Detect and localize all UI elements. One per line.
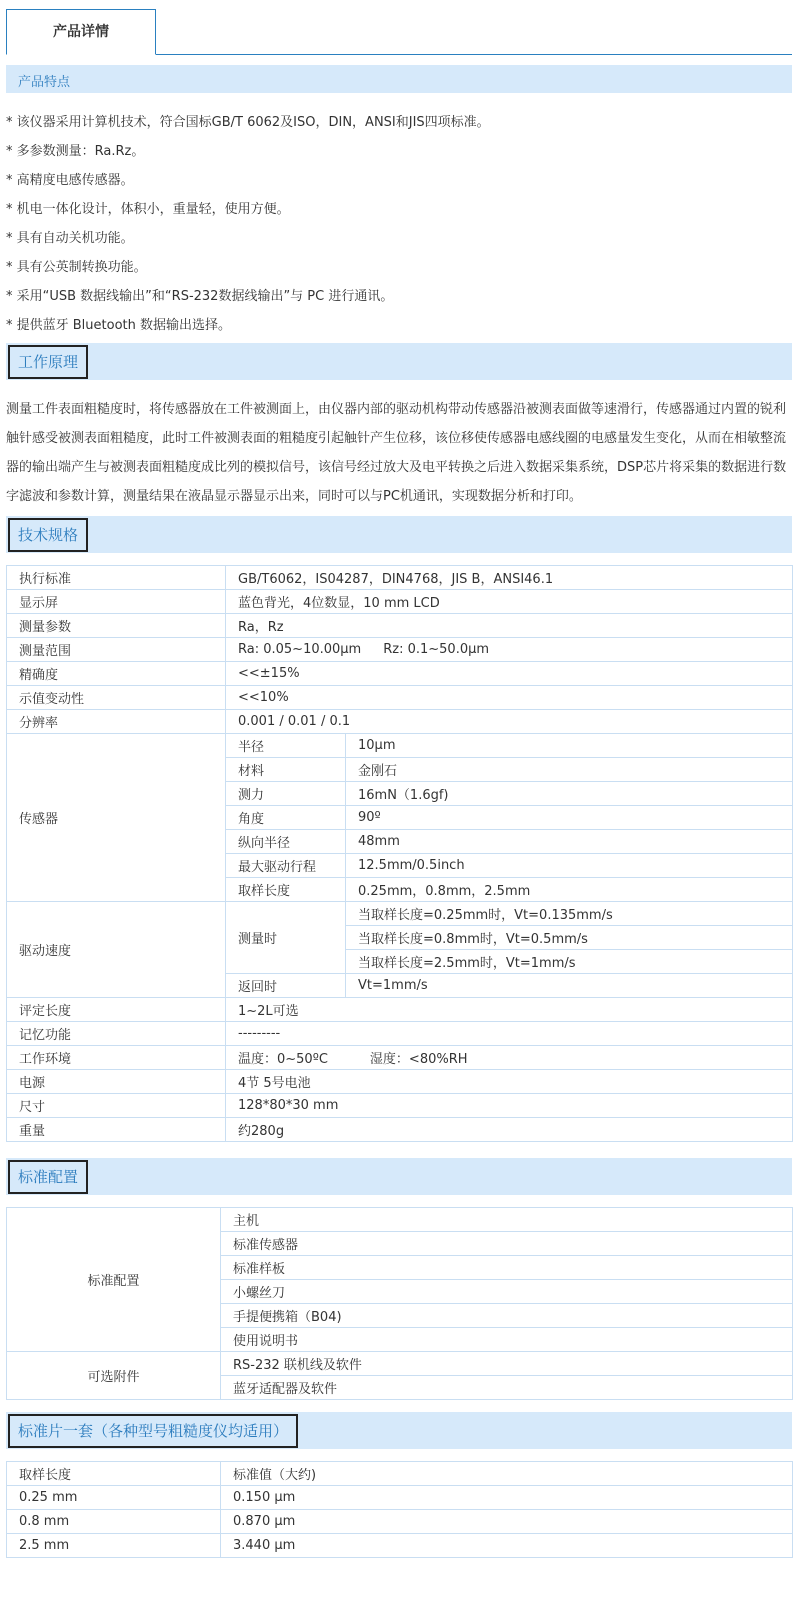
features-list (6, 108, 792, 340)
sensor-key: 纵向半径 (226, 830, 346, 854)
table-row (7, 1462, 793, 1486)
tab-product-details[interactable]: 产品详情 (6, 9, 156, 55)
features-title: 产品特点 (18, 75, 71, 90)
sensor-key: 取样长度 (226, 878, 346, 902)
reference-cell: 0.8 mm (7, 1510, 221, 1534)
drive-measure-value: 当取样长度=0.25mm时，Vt=0.135mm/s (346, 902, 793, 926)
spec-value: <<±15% (226, 662, 793, 686)
spec-label: 记忆功能 (7, 1022, 226, 1046)
reference-header-cell: 标准值（大约) (221, 1462, 793, 1486)
spec-label: 测量范围 (7, 638, 226, 662)
spec-value (226, 1046, 793, 1070)
reference-header-cell: 取样长度 (7, 1462, 221, 1486)
feature-item: * 具有自动关机功能。 (6, 231, 134, 246)
drive-measure-value: 当取样长度=0.8mm时，Vt=0.5mm/s (346, 926, 793, 950)
feature-item: * 采用“USB 数据线输出”和“RS-232数据线输出”与 PC 进行通讯。 (6, 289, 394, 304)
env-humidity: 湿度：<80%RH (369, 1052, 468, 1067)
drive-return-label: 返回时 (226, 974, 346, 998)
features-header (6, 65, 792, 93)
sensor-key: 材料 (226, 758, 346, 782)
spec-label: 评定长度 (7, 998, 226, 1022)
table-row (7, 710, 793, 734)
config-item: 小螺丝刀 (221, 1280, 793, 1304)
drive-measure-label: 测量时 (226, 902, 346, 974)
spec-label: 分辨率 (7, 710, 226, 734)
table-row (7, 734, 793, 758)
sensor-value: 16mN（1.6gf) (346, 782, 793, 806)
config-item: 标准样板 (221, 1256, 793, 1280)
spec-header (6, 516, 792, 553)
spec-label: 示值变动性 (7, 686, 226, 710)
principle-title: 工作原理 (8, 345, 88, 379)
spec-value: 4节 5号电池 (226, 1070, 793, 1094)
env-temp: 温度：0~50ºC (238, 1052, 328, 1067)
sensor-value: 90º (346, 806, 793, 830)
spec-value: GB/T6062，IS04287，DIN4768，JIS B，ANSI46.1 (226, 566, 793, 590)
feature-item: * 高精度电感传感器。 (6, 173, 134, 188)
reference-cell: 0.870 μm (221, 1510, 793, 1534)
config-item: 标准传感器 (221, 1232, 793, 1256)
spec-value: <<10% (226, 686, 793, 710)
sensor-key: 最大驱动行程 (226, 854, 346, 878)
config-item: 使用说明书 (221, 1328, 793, 1352)
table-row (7, 1070, 793, 1094)
drive-label: 驱动速度 (7, 902, 226, 998)
sensor-value: 10μm (346, 734, 793, 758)
config-standard-label: 标准配置 (7, 1208, 221, 1352)
table-row (7, 686, 793, 710)
sensor-value: 金刚石 (346, 758, 793, 782)
feature-item: * 提供蓝牙 Bluetooth 数据输出选择。 (6, 318, 232, 333)
spec-value: Ra，Rz (226, 614, 793, 638)
table-row (7, 1046, 793, 1070)
sensor-key: 半径 (226, 734, 346, 758)
range-rz: Rz: 0.1~50.0μm (383, 642, 490, 657)
config-title: 标准配置 (8, 1160, 88, 1194)
sensor-key: 角度 (226, 806, 346, 830)
table-row (7, 1534, 793, 1558)
spec-label: 工作环境 (7, 1046, 226, 1070)
table-row (7, 998, 793, 1022)
spec-label: 执行标准 (7, 566, 226, 590)
table-row (7, 566, 793, 590)
config-item: RS-232 联机线及软件 (221, 1352, 793, 1376)
config-item: 主机 (221, 1208, 793, 1232)
reference-cell: 0.25 mm (7, 1486, 221, 1510)
reference-cell: 0.150 μm (221, 1486, 793, 1510)
spec-label: 精确度 (7, 662, 226, 686)
spec-value: 128*80*30 mm (226, 1094, 793, 1118)
table-row (7, 902, 793, 926)
principle-text: 测量工件表面粗糙度时，将传感器放在工件被测面上，由仪器内部的驱动机构带动传感器沿被测表面做等速滑行，传感器通过内置的锐利触针感受被测表面粗糙度，此时工件被测表面的粗糙度引起触针产生位移，该位移使传感器电感线圈的电感量发生变化，从而在相敏整流器的输出端产生与被测表面粗糙度成比列的模拟信号，该信号经过放大及电平转换之后进入数据采集系统，DSP芯片将采集的数据进行数字滤波和参数计算，测量结果在液晶显示器显示出来，同时可以与PC机通讯，实现数据分析和打印。 (6, 402, 787, 504)
feature-item: * 该仪器采用计算机技术，符合国标GB/T 6062及ISO，DIN，ANSI和JIS四项标准。 (6, 115, 490, 130)
table-row (7, 590, 793, 614)
spec-table (6, 565, 793, 1142)
table-row (7, 638, 793, 662)
spec-label: 测量参数 (7, 614, 226, 638)
drive-return-value: Vt=1mm/s (346, 974, 793, 998)
sensor-label: 传感器 (7, 734, 226, 902)
config-header (6, 1158, 792, 1195)
drive-measure-value: 当取样长度=2.5mm时，Vt=1mm/s (346, 950, 793, 974)
feature-item: * 多参数测量：Ra.Rz。 (6, 144, 145, 159)
reference-cell: 2.5 mm (7, 1534, 221, 1558)
principle-header (6, 343, 792, 380)
spec-value (226, 638, 793, 662)
table-row (7, 1486, 793, 1510)
tab-bar (6, 9, 792, 55)
config-table (6, 1207, 793, 1400)
spec-value: 1~2L可选 (226, 998, 793, 1022)
reference-cell: 3.440 μm (221, 1534, 793, 1558)
table-row (7, 614, 793, 638)
reference-header (6, 1412, 792, 1449)
config-optional-label: 可选附件 (7, 1352, 221, 1400)
sensor-key: 测力 (226, 782, 346, 806)
range-ra: Ra: 0.05~10.00μm (238, 642, 362, 657)
spec-value: 约280g (226, 1118, 793, 1142)
spec-value: 蓝色背光，4位数显，10 mm LCD (226, 590, 793, 614)
spec-title: 技术规格 (8, 518, 88, 552)
spec-label: 显示屏 (7, 590, 226, 614)
spec-label: 尺寸 (7, 1094, 226, 1118)
sensor-value: 48mm (346, 830, 793, 854)
feature-item: * 具有公英制转换功能。 (6, 260, 147, 275)
table-row (7, 1510, 793, 1534)
table-row (7, 1208, 793, 1232)
spec-label: 重量 (7, 1118, 226, 1142)
table-row (7, 1352, 793, 1376)
table-row (7, 1118, 793, 1142)
table-row (7, 1022, 793, 1046)
sensor-value: 0.25mm，0.8mm，2.5mm (346, 878, 793, 902)
table-row (7, 1094, 793, 1118)
reference-table (6, 1461, 793, 1558)
spec-value: --------- (226, 1022, 793, 1046)
spec-value: 0.001 / 0.01 / 0.1 (226, 710, 793, 734)
config-item: 蓝牙适配器及软件 (221, 1376, 793, 1400)
config-item: 手提便携箱（B04) (221, 1304, 793, 1328)
table-row (7, 662, 793, 686)
feature-item: * 机电一体化设计，体积小，重量轻，使用方便。 (6, 202, 290, 217)
reference-title: 标准片一套（各种型号粗糙度仪均适用） (8, 1414, 298, 1448)
sensor-value: 12.5mm/0.5inch (346, 854, 793, 878)
spec-label: 电源 (7, 1070, 226, 1094)
